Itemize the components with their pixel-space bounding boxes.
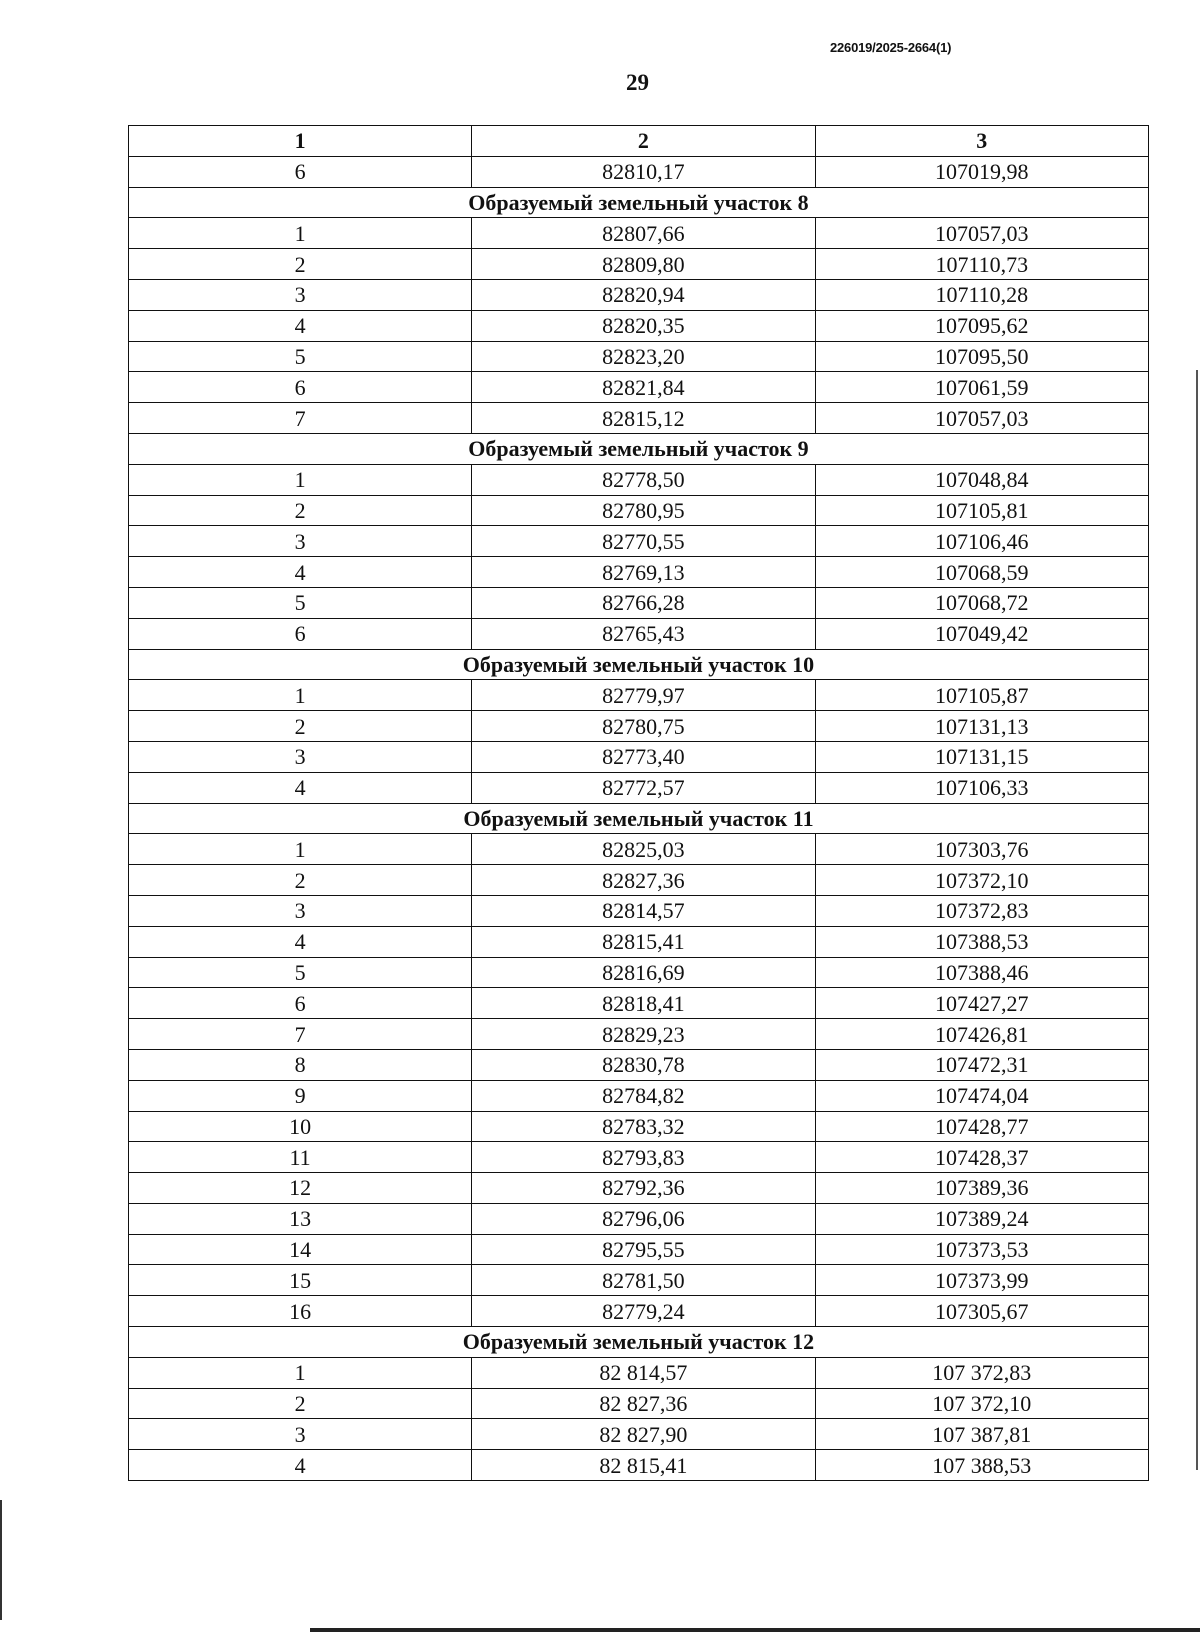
point-number-cell: 15	[129, 1265, 472, 1296]
x-coordinate-cell: 82816,69	[472, 957, 815, 988]
point-number-cell: 3	[129, 1419, 472, 1450]
x-coordinate-cell: 82779,97	[472, 680, 815, 711]
point-number-cell: 7	[129, 403, 472, 434]
point-number-cell: 6	[129, 156, 472, 187]
table-row	[129, 557, 1149, 588]
point-number-cell: 1	[129, 464, 472, 495]
x-coordinate-cell: 82772,57	[472, 772, 815, 803]
point-number-cell: 14	[129, 1234, 472, 1265]
point-number-cell: 6	[129, 372, 472, 403]
table-row	[129, 865, 1149, 896]
table-row	[129, 156, 1149, 187]
point-number-cell: 6	[129, 988, 472, 1019]
point-number-cell: 1	[129, 1357, 472, 1388]
table-row	[129, 1234, 1149, 1265]
point-number-cell: 5	[129, 341, 472, 372]
table-row	[129, 957, 1149, 988]
y-coordinate-cell: 107095,50	[815, 341, 1148, 372]
table-row	[129, 1049, 1149, 1080]
table-header-row	[129, 126, 1149, 157]
x-coordinate-cell: 82793,83	[472, 1142, 815, 1173]
x-coordinate-cell: 82795,55	[472, 1234, 815, 1265]
table-row	[129, 526, 1149, 557]
y-coordinate-cell: 107 388,53	[815, 1450, 1148, 1481]
x-coordinate-cell: 82 815,41	[472, 1450, 815, 1481]
table-row	[129, 772, 1149, 803]
table-row	[129, 403, 1149, 434]
x-coordinate-cell: 82769,13	[472, 557, 815, 588]
coordinates-table	[128, 125, 1149, 1481]
y-coordinate-cell: 107372,83	[815, 895, 1148, 926]
point-number-cell: 9	[129, 1080, 472, 1111]
page-number: 29	[626, 70, 649, 95]
table-row	[129, 711, 1149, 742]
y-coordinate-cell: 107105,81	[815, 495, 1148, 526]
y-coordinate-cell: 107131,15	[815, 741, 1148, 772]
y-coordinate-cell: 107474,04	[815, 1080, 1148, 1111]
table-row	[129, 372, 1149, 403]
table-row	[129, 1111, 1149, 1142]
x-coordinate-cell: 82825,03	[472, 834, 815, 865]
table-row	[129, 1203, 1149, 1234]
y-coordinate-cell: 107 372,83	[815, 1357, 1148, 1388]
y-coordinate-cell: 107389,24	[815, 1203, 1148, 1234]
y-coordinate-cell: 107388,53	[815, 926, 1148, 957]
x-coordinate-cell: 82815,12	[472, 403, 815, 434]
section-title: Образуемый земельный участок 8	[129, 187, 1149, 218]
x-coordinate-cell: 82770,55	[472, 526, 815, 557]
y-coordinate-cell: 107131,13	[815, 711, 1148, 742]
x-coordinate-cell: 82765,43	[472, 618, 815, 649]
table-row	[129, 834, 1149, 865]
table-row	[129, 1080, 1149, 1111]
point-number-cell: 4	[129, 772, 472, 803]
y-coordinate-cell: 107427,27	[815, 988, 1148, 1019]
y-coordinate-cell: 107303,76	[815, 834, 1148, 865]
x-coordinate-cell: 82815,41	[472, 926, 815, 957]
y-coordinate-cell: 107061,59	[815, 372, 1148, 403]
x-coordinate-cell: 82820,94	[472, 279, 815, 310]
x-coordinate-cell: 82 827,90	[472, 1419, 815, 1450]
point-number-cell: 1	[129, 834, 472, 865]
y-coordinate-cell: 107068,59	[815, 557, 1148, 588]
point-number-cell: 3	[129, 741, 472, 772]
point-number-cell: 10	[129, 1111, 472, 1142]
table-row	[129, 1419, 1149, 1450]
x-coordinate-cell: 82766,28	[472, 587, 815, 618]
x-coordinate-cell: 82823,20	[472, 341, 815, 372]
y-coordinate-cell: 107305,67	[815, 1296, 1148, 1327]
x-coordinate-cell: 82807,66	[472, 218, 815, 249]
column-header: 3	[815, 126, 1148, 157]
x-coordinate-cell: 82 814,57	[472, 1357, 815, 1388]
x-coordinate-cell: 82 827,36	[472, 1388, 815, 1419]
x-coordinate-cell: 82792,36	[472, 1173, 815, 1204]
y-coordinate-cell: 107426,81	[815, 1019, 1148, 1050]
table-row	[129, 218, 1149, 249]
point-number-cell: 4	[129, 926, 472, 957]
point-number-cell: 2	[129, 249, 472, 280]
table-row	[129, 1296, 1149, 1327]
point-number-cell: 1	[129, 680, 472, 711]
point-number-cell: 3	[129, 526, 472, 557]
y-coordinate-cell: 107373,53	[815, 1234, 1148, 1265]
scan-edge-mark	[0, 1500, 2, 1620]
y-coordinate-cell: 107068,72	[815, 587, 1148, 618]
x-coordinate-cell: 82821,84	[472, 372, 815, 403]
table-row	[129, 1357, 1149, 1388]
table-row	[129, 988, 1149, 1019]
table-row	[129, 249, 1149, 280]
point-number-cell: 4	[129, 310, 472, 341]
point-number-cell: 2	[129, 711, 472, 742]
point-number-cell: 5	[129, 587, 472, 618]
y-coordinate-cell: 107048,84	[815, 464, 1148, 495]
x-coordinate-cell: 82783,32	[472, 1111, 815, 1142]
table-row	[129, 1019, 1149, 1050]
table-row	[129, 1388, 1149, 1419]
table-row	[129, 680, 1149, 711]
table-row	[129, 741, 1149, 772]
section-title-row	[129, 187, 1149, 218]
section-title-row	[129, 803, 1149, 834]
y-coordinate-cell: 107106,46	[815, 526, 1148, 557]
document-number: 226019/2025-2664(1)	[830, 40, 952, 55]
y-coordinate-cell: 107057,03	[815, 403, 1148, 434]
point-number-cell: 13	[129, 1203, 472, 1234]
x-coordinate-cell: 82830,78	[472, 1049, 815, 1080]
table-row	[129, 464, 1149, 495]
y-coordinate-cell: 107095,62	[815, 310, 1148, 341]
x-coordinate-cell: 82780,75	[472, 711, 815, 742]
point-number-cell: 4	[129, 557, 472, 588]
coordinates-table-body	[129, 126, 1149, 1481]
x-coordinate-cell: 82796,06	[472, 1203, 815, 1234]
section-title-row	[129, 649, 1149, 680]
x-coordinate-cell: 82779,24	[472, 1296, 815, 1327]
table-row	[129, 895, 1149, 926]
y-coordinate-cell: 107106,33	[815, 772, 1148, 803]
table-row	[129, 279, 1149, 310]
y-coordinate-cell: 107057,03	[815, 218, 1148, 249]
table-row	[129, 341, 1149, 372]
column-header: 1	[129, 126, 472, 157]
point-number-cell: 12	[129, 1173, 472, 1204]
y-coordinate-cell: 107 387,81	[815, 1419, 1148, 1450]
y-coordinate-cell: 107 372,10	[815, 1388, 1148, 1419]
x-coordinate-cell: 82810,17	[472, 156, 815, 187]
y-coordinate-cell: 107472,31	[815, 1049, 1148, 1080]
point-number-cell: 1	[129, 218, 472, 249]
point-number-cell: 5	[129, 957, 472, 988]
table-row	[129, 1142, 1149, 1173]
x-coordinate-cell: 82814,57	[472, 895, 815, 926]
x-coordinate-cell: 82820,35	[472, 310, 815, 341]
y-coordinate-cell: 107428,77	[815, 1111, 1148, 1142]
x-coordinate-cell: 82780,95	[472, 495, 815, 526]
section-title: Образуемый земельный участок 11	[129, 803, 1149, 834]
x-coordinate-cell: 82784,82	[472, 1080, 815, 1111]
x-coordinate-cell: 82781,50	[472, 1265, 815, 1296]
y-coordinate-cell: 107428,37	[815, 1142, 1148, 1173]
column-header: 2	[472, 126, 815, 157]
table-row	[129, 1173, 1149, 1204]
y-coordinate-cell: 107049,42	[815, 618, 1148, 649]
point-number-cell: 7	[129, 1019, 472, 1050]
section-title: Образуемый земельный участок 9	[129, 433, 1149, 464]
section-title: Образуемый земельный участок 12	[129, 1327, 1149, 1358]
y-coordinate-cell: 107110,73	[815, 249, 1148, 280]
scan-edge-mark	[1196, 370, 1198, 1470]
point-number-cell: 3	[129, 895, 472, 926]
y-coordinate-cell: 107372,10	[815, 865, 1148, 896]
point-number-cell: 16	[129, 1296, 472, 1327]
section-title-row	[129, 433, 1149, 464]
y-coordinate-cell: 107373,99	[815, 1265, 1148, 1296]
point-number-cell: 11	[129, 1142, 472, 1173]
table-row	[129, 618, 1149, 649]
table-row	[129, 1265, 1149, 1296]
section-title: Образуемый земельный участок 10	[129, 649, 1149, 680]
x-coordinate-cell: 82827,36	[472, 865, 815, 896]
table-row	[129, 587, 1149, 618]
table-row	[129, 1450, 1149, 1481]
x-coordinate-cell: 82809,80	[472, 249, 815, 280]
x-coordinate-cell: 82778,50	[472, 464, 815, 495]
x-coordinate-cell: 82829,23	[472, 1019, 815, 1050]
bottom-rule	[310, 1628, 1200, 1632]
x-coordinate-cell: 82818,41	[472, 988, 815, 1019]
point-number-cell: 3	[129, 279, 472, 310]
y-coordinate-cell: 107110,28	[815, 279, 1148, 310]
x-coordinate-cell: 82773,40	[472, 741, 815, 772]
table-row	[129, 310, 1149, 341]
y-coordinate-cell: 107019,98	[815, 156, 1148, 187]
point-number-cell: 2	[129, 1388, 472, 1419]
y-coordinate-cell: 107105,87	[815, 680, 1148, 711]
section-title-row	[129, 1327, 1149, 1358]
table-row	[129, 495, 1149, 526]
point-number-cell: 4	[129, 1450, 472, 1481]
y-coordinate-cell: 107389,36	[815, 1173, 1148, 1204]
y-coordinate-cell: 107388,46	[815, 957, 1148, 988]
point-number-cell: 8	[129, 1049, 472, 1080]
point-number-cell: 6	[129, 618, 472, 649]
table-row	[129, 926, 1149, 957]
point-number-cell: 2	[129, 495, 472, 526]
point-number-cell: 2	[129, 865, 472, 896]
